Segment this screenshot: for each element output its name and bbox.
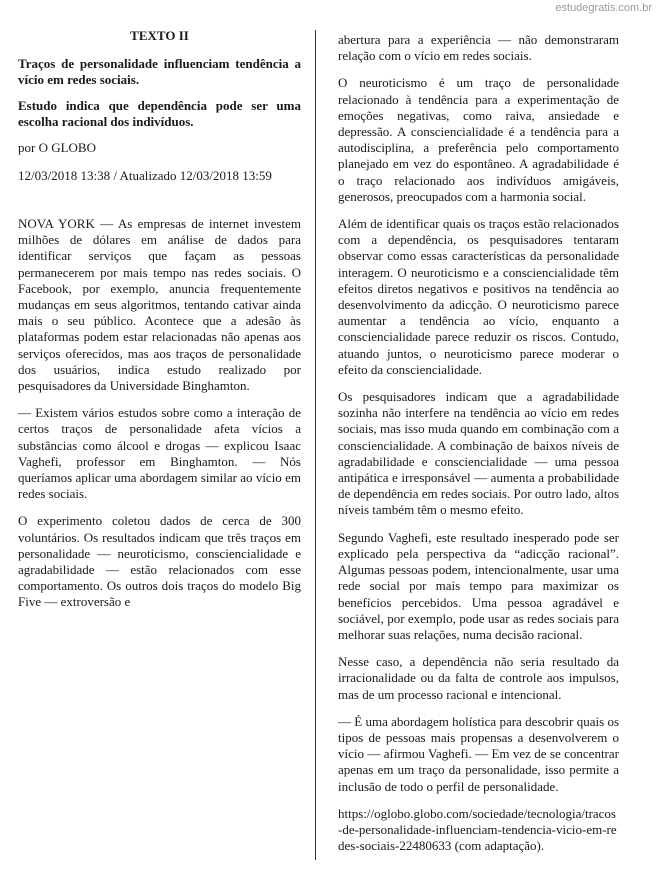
paragraph: — Existem vários estudos sobre como a interação de certos traços de personalidade afeta vícios a substâncias como álcool e drogas — explicou Isaac Vaghefi, professor em Binghamton. — Nós queríamos aplicar uma abordagem similar ao vício em redes sociais. (18, 405, 301, 502)
paragraph: Os pesquisadores indicam que a agradabilidade sozinha não interfere na tendência ao vício em redes sociais, mas isso muda quando em combinação com a consciencialidade. A combinação de baixos níveis de agradabilidade e consciencialidade — uma pessoa antipática e irresponsável — aumenta a probabilidade de dependência em redes sociais. Por outro lado, altos níveis também têm o mesmo efeito. (338, 389, 619, 518)
paragraph: Segundo Vaghefi, este resultado inesperado pode ser explicado pela perspectiva da “adicção racional”. Algumas pessoas podem, intencionalmente, usar uma rede social por mais tempo para maximizar os benefícios percebidos. Uma pessoa agradável e sociável, por exemplo, pode usar as redes sociais para melhorar suas relações, numa decisão racional. (338, 529, 619, 642)
paragraph: Além de identificar quais os traços estão relacionados com a dependência, os pesquisadores tentaram observar como essas características da personalidade interagem. O neuroticismo e a consciencialidade têm efeitos diretos negativos e positivos na tendência ao desenvolvimento da adicção. O neuroticismo parece aumentar a tendência ao vício, enquanto a consciencialidade parece reduzir os riscos. Contudo, atuando juntos, o neuroticismo parece moderar o efeito da consciencialidade. (338, 216, 619, 377)
paragraph: NOVA YORK — As empresas de internet investem milhões de dólares em análise de dados para identificar serviços que façam as pessoas permanecerem por mais tempo nas redes sociais. O Facebook, por exemplo, anuncia frequentemente mudanças em seus algoritmos, tentando cativar ainda mais o seu público. Acontece que a adesão às plataformas podem estar relacionadas não apenas aos serviços oferecidos, mas aos traços de personalidade dos usuários, indica estudo realizado por pesquisadores da Universidade Binghamton. (18, 216, 301, 394)
left-column (18, 28, 301, 622)
subheadline: Estudo indica que dependência pode ser uma escolha racional dos indivíduos. (18, 98, 301, 129)
right-column (338, 32, 619, 865)
paragraph: abertura para a experiência — não demonstraram relação com o vício em redes sociais. (338, 32, 619, 64)
paragraph: O experimento coletou dados de cerca de 300 voluntários. Os resultados indicam que três traços em personalidade — neuroticismo, consciencialidade e agradabilidade — estão relacionados com esse comportamento. Os outros dois traços do modelo Big Five — extroversão e (18, 513, 301, 610)
column-divider (315, 30, 316, 860)
source-link[interactable]: https://oglobo.globo.com/sociedade/tecnologia/tracos-de-personalidade-influenciam-tendencia-vicio-em-redes-sociais-22480633 (com adaptação). (338, 805, 617, 854)
paragraph: O neuroticismo é um traço de personalidade relacionado à tendência para a experimentação de emoções negativas, como raiva, ansiedade e depressão. A consciencialidade é a tendência para a autodisciplina, a preferência pelo comportamento planejado em vez do espontâneo. A agradabilidade é o traço relacionado aos indivíduos amigáveis, generosos, preocupados com a harmonia social. (338, 75, 619, 204)
spacer (18, 196, 301, 216)
watermark: estudegratis.com.br (555, 2, 652, 14)
timestamp: 12/03/2018 13:38 / Atualizado 12/03/2018 13:59 (18, 168, 272, 183)
paragraph: Nesse caso, a dependência não seria resultado da irracionalidade ou da falta de controle aos impulsos, mas de um processo racional e intencional. (338, 654, 619, 702)
headline: Traços de personalidade influenciam tendência a vício em redes sociais. (18, 56, 301, 87)
text-heading: TEXTO II (130, 28, 189, 43)
paragraph: — É uma abordagem holística para descobrir quais os tipos de pessoas mais propensas a desenvolverem o vício — afirmou Vaghefi. — Em vez de se concentrar apenas em um traço da personalidade, isso permite a inclusão de todo o perfil de personalidade. (338, 713, 619, 794)
byline: por O GLOBO (18, 140, 96, 155)
